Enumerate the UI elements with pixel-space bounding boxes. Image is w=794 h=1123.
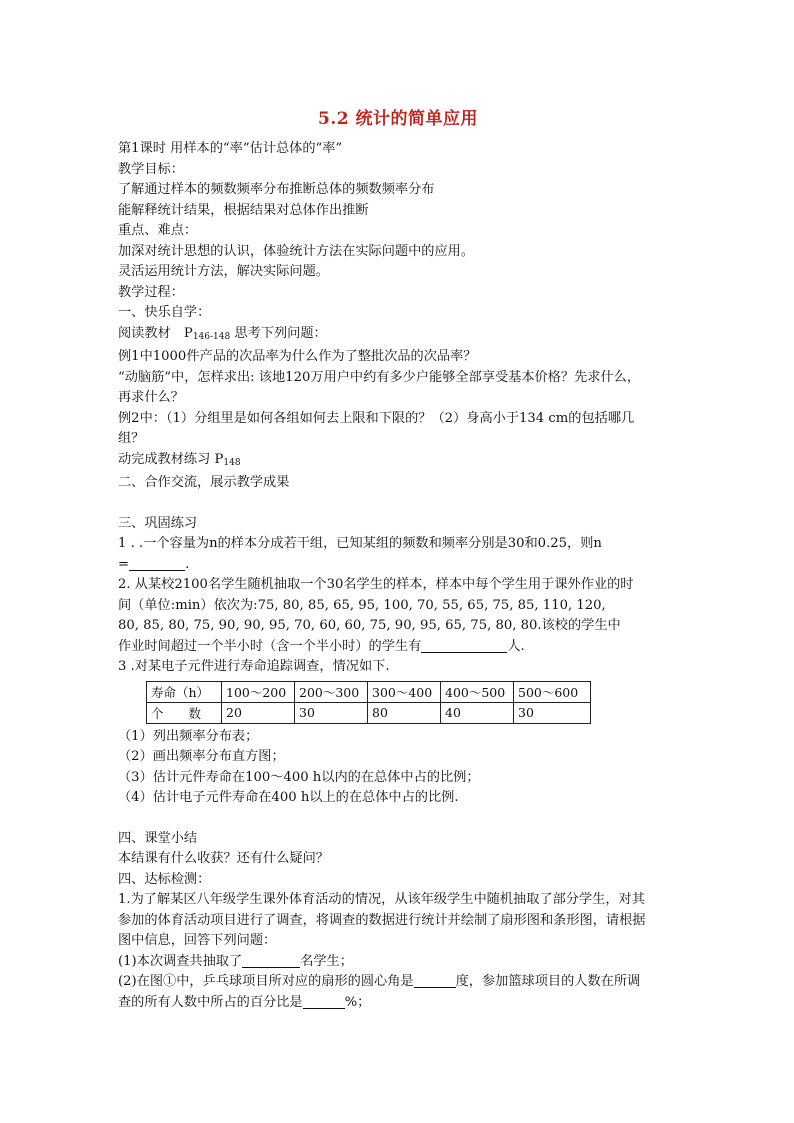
spacer (118, 809, 678, 829)
answer-suffix: 人. (507, 638, 525, 654)
question-3-part: （3）估计元件寿命在100～400 h以内的在总体中占的比例； (118, 769, 480, 785)
section-heading: 一、快乐自学： (118, 305, 211, 320)
table-cell: 500～600 (514, 681, 591, 702)
summary-text: 本结课有什么收获？还有什么疑问？ (118, 851, 329, 866)
exercise-page: 148 (223, 457, 241, 468)
table-row (147, 702, 591, 723)
document-page (118, 104, 678, 1013)
test-question-part-1 (118, 952, 678, 973)
question-3-intro: 3 .对某电子元件进行寿命追踪调查，情况如下. (118, 659, 390, 674)
answer-blank[interactable] (421, 638, 507, 653)
question-3-part: （1）列出频率分布表； (118, 728, 259, 744)
answer-suffix: %； (344, 994, 371, 1010)
question-2-line: 2. 从某校2100名学生随机抽取一个30名学生的样本，样本中每个学生用于课外作业的时 (118, 577, 634, 592)
test-question-part-2-cont (118, 993, 678, 1014)
question-2-answer (118, 637, 678, 658)
example1-question: 例1中1000件产品的次品率为什么作为了整批次品的次品率？ (118, 349, 477, 364)
answer-prefix: (1)本次调查共抽取了 (118, 953, 243, 969)
answer-blank[interactable] (129, 556, 185, 571)
question-3-part: （4）估计电子元件寿命在400 h以上的在总体中占的比例. (118, 790, 459, 805)
test-question-line: 图中信息，回答下列问题： (118, 933, 277, 948)
reading-suffix: 思考下列问题： (230, 325, 327, 341)
section-heading: 四、课堂小结 (118, 830, 198, 846)
question-1: 1 . .一个容量为n的样本分成若干组，已知某组的频数和频率分别是30和0.25，则n (118, 536, 602, 551)
answer-mid: 度，参加篮球项目的人数在所调 (455, 974, 641, 989)
reading-pages: 146-148 (192, 331, 231, 342)
test-question-line: 参加的体育活动项目进行了调查，将调查的数据进行统计并绘制了扇形图和条形图，请根据 (118, 912, 646, 928)
table-cell: 80 (368, 702, 441, 723)
table-cell: 30 (295, 702, 368, 723)
key-points-heading: 重点、难点： (118, 223, 198, 238)
table-header-row (147, 681, 591, 702)
answer-prefix: 作业时间超过一个半小时（含一个半小时）的学生有 (118, 638, 422, 654)
question-2-line: 80, 85, 80, 75, 90, 90, 95, 70, 60, 60, 75, 90, 95, 65, 75, 80, 80.该校的学生中 (118, 618, 621, 633)
test-question-part-2 (118, 972, 678, 993)
lesson-title: 第1课时 用样本的“率”估计总体的“率” (118, 141, 343, 156)
table-cell: 20 (222, 702, 295, 723)
table-cell: 400～500 (441, 681, 514, 702)
spacer (118, 494, 678, 514)
answer-suffix: 名学生； (300, 953, 353, 969)
exercise-instruction (118, 450, 678, 474)
table-cell: 30 (514, 702, 591, 723)
objective-item: 了解通过样本的频数频率分布推断总体的频数频率分布 (118, 182, 435, 197)
table-cell: 寿命（h） (147, 681, 222, 702)
answer-blank[interactable] (303, 994, 345, 1009)
brain-teaser-question: “动脑筋”中，怎样求出: 该地120万用户中约有多少户能够全部享受基本价格？先求什么， (118, 369, 641, 385)
brain-teaser-question-cont: 再求什么？ (118, 390, 184, 405)
answer-blank[interactable] (414, 973, 456, 988)
question-2-line: 间（单位:min）依次为:75, 80, 85, 65, 95, 100, 70, 55, 65, 75, 85, 110, 120, (118, 597, 606, 613)
section-heading: 四、达标检测： (118, 871, 211, 887)
section-heading: 二、合作交流，展示教学成果 (118, 475, 290, 490)
lifespan-table (146, 681, 591, 724)
test-question-line: 1.为了解某区八年级学生课外体育活动的情况，从该年级学生中随机抽取了部分学生，对其 (118, 892, 645, 907)
example2-question: 例2中：（1）分组里是如何各组如何去上限和下限的？（2）身高小于134 cm的包括哪几 (118, 410, 635, 426)
table-cell: 200～300 (295, 681, 368, 702)
process-heading: 教学过程： (118, 284, 184, 300)
objectives-heading: 教学目标： (118, 161, 184, 177)
page-title: 5.2 统计的简单应用 (318, 109, 478, 129)
section-heading: 三、巩固练习 (118, 515, 198, 531)
exercise-prefix: 动完成教材练习 P (118, 451, 224, 467)
answer-prefix: = (118, 556, 130, 572)
key-point-item: 灵活运用统计方法，解决实际问题。 (118, 264, 329, 279)
table-cell: 100～200 (222, 681, 295, 702)
example2-question-cont: 组？ (118, 431, 145, 446)
answer-prefix: (2)在图①中，乒乓球项目所对应的扇形的圆心角是 (118, 974, 414, 989)
answer-blank[interactable] (242, 953, 300, 968)
table-cell: 40 (441, 702, 514, 723)
table-cell: 个 数 (147, 702, 222, 723)
question-1-answer (118, 555, 678, 576)
reading-instruction (118, 324, 678, 348)
answer-prefix: 查的所有人数中所占的百分比是 (118, 994, 303, 1010)
table-cell: 300～400 (368, 681, 441, 702)
key-point-item: 加深对统计思想的认识，体验统计方法在实际问题中的应用。 (118, 243, 475, 259)
question-3-part: （2）画出频率分布直方图； (118, 749, 285, 764)
reading-prefix: 阅读教材 P (118, 325, 193, 341)
objective-item: 能解释统计结果，根据结果对总体作出推断 (118, 202, 369, 218)
answer-suffix: . (185, 556, 190, 572)
